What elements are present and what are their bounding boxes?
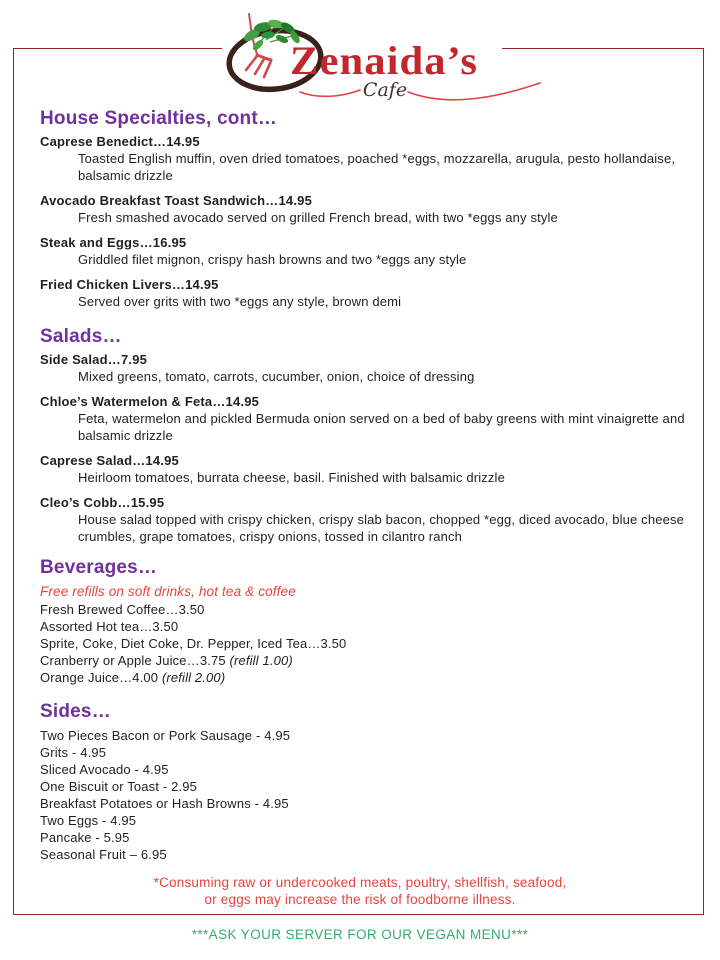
side-line: Two Pieces Bacon or Pork Sausage - 4.95 xyxy=(40,728,291,743)
menu-item-desc: House salad topped with crispy chicken, crispy slab bacon, chopped *egg, diced avocado, blue cheese crumbles, grape tomatoes, crispy onions, tossed in cilantro ranch xyxy=(78,512,684,544)
section-title: Salads… xyxy=(40,326,122,347)
beverage-line xyxy=(40,618,692,635)
beverage-text: Fresh Brewed Coffee…3.50 xyxy=(40,602,205,617)
cafe-logo xyxy=(200,12,545,107)
section-title: Sides… xyxy=(40,701,111,722)
menu-item xyxy=(40,394,692,444)
side-line: Grits - 4.95 xyxy=(40,745,107,760)
beverage-line xyxy=(40,669,692,686)
menu-item-name: Caprese Benedict…14.95 xyxy=(40,134,200,149)
menu-item-desc: Served over grits with two *eggs any style, brown demi xyxy=(78,294,402,309)
beverages-note: Free refills on soft drinks, hot tea & coffee xyxy=(40,584,296,599)
vegan-notice: ***ASK YOUR SERVER FOR OUR VEGAN MENU*** xyxy=(191,927,529,942)
menu-item xyxy=(40,193,692,226)
logo-name: Zenaida’s xyxy=(290,38,478,83)
side-line: Seasonal Fruit – 6.95 xyxy=(40,847,167,862)
disclaimer xyxy=(0,874,720,908)
beverage-line xyxy=(40,635,692,652)
beverage-text: Sprite, Coke, Diet Coke, Dr. Pepper, Iced Tea…3.50 xyxy=(40,636,347,651)
section-salads xyxy=(40,326,692,545)
disclaimer-line-1: *Consuming raw or undercooked meats, poultry, shellfish, seafood, xyxy=(153,875,567,890)
beverage-line xyxy=(40,652,692,669)
menu-content xyxy=(40,108,692,863)
menu-item-desc: Fresh smashed avocado served on grilled French bread, with two *eggs any style xyxy=(78,210,558,225)
beverage-text: Orange Juice…4.00 xyxy=(40,670,162,685)
side-line: One Biscuit or Toast - 2.95 xyxy=(40,779,197,794)
beverage-refill-note: (refill 2.00) xyxy=(161,670,226,685)
menu-item-name: Side Salad…7.95 xyxy=(40,352,148,367)
side-line: Sliced Avocado - 4.95 xyxy=(40,762,169,777)
beverage-text: Assorted Hot tea…3.50 xyxy=(40,619,179,634)
menu-item xyxy=(40,495,692,545)
section-sides xyxy=(40,701,692,863)
menu-item xyxy=(40,453,692,486)
beverage-refill-note: (refill 1.00) xyxy=(229,653,293,668)
menu-item-desc: Heirloom tomatoes, burrata cheese, basil. Finished with balsamic drizzle xyxy=(78,470,505,485)
section-title: House Specialties, cont… xyxy=(40,108,278,129)
swoosh-underline xyxy=(300,83,540,100)
menu-item-name: Steak and Eggs…16.95 xyxy=(40,235,187,250)
menu-item xyxy=(40,352,692,385)
beverage-line xyxy=(40,601,692,618)
section-beverages xyxy=(40,557,692,686)
menu-item-desc: Mixed greens, tomato, carrots, cucumber, onion, choice of dressing xyxy=(78,369,475,384)
menu-item-name: Caprese Salad…14.95 xyxy=(40,453,179,468)
side-line: Breakfast Potatoes or Hash Browns - 4.95 xyxy=(40,796,289,811)
menu-item-desc: Feta, watermelon and pickled Bermuda onion served on a bed of baby greens with mint vinaigrette and balsamic drizzle xyxy=(78,411,685,443)
side-line: Two Eggs - 4.95 xyxy=(40,813,137,828)
beverage-text: Cranberry or Apple Juice…3.75 xyxy=(40,653,230,668)
menu-item-name: Fried Chicken Livers…14.95 xyxy=(40,277,219,292)
menu-item-desc: Griddled filet mignon, crispy hash browns and two *eggs any style xyxy=(78,252,467,267)
cafe-logo-graphic xyxy=(200,12,545,107)
section-house-specialties xyxy=(40,108,692,310)
menu-item xyxy=(40,235,692,268)
menu-item-name: Chloe’s Watermelon & Feta…14.95 xyxy=(40,394,260,409)
menu-item-name: Avocado Breakfast Toast Sandwich…14.95 xyxy=(40,193,313,208)
disclaimer-line-2: or eggs may increase the risk of foodborne illness. xyxy=(204,892,516,907)
section-title: Beverages… xyxy=(40,557,158,578)
menu-item-name: Cleo’s Cobb…15.95 xyxy=(40,495,165,510)
menu-item-desc: Toasted English muffin, oven dried tomatoes, poached *eggs, mozzarella, arugula, pesto hollandaise, balsamic drizzle xyxy=(78,151,676,183)
side-line: Pancake - 5.95 xyxy=(40,830,130,845)
menu-item xyxy=(40,134,692,184)
menu-item xyxy=(40,277,692,310)
logo-subtitle: Cafe xyxy=(362,79,408,101)
